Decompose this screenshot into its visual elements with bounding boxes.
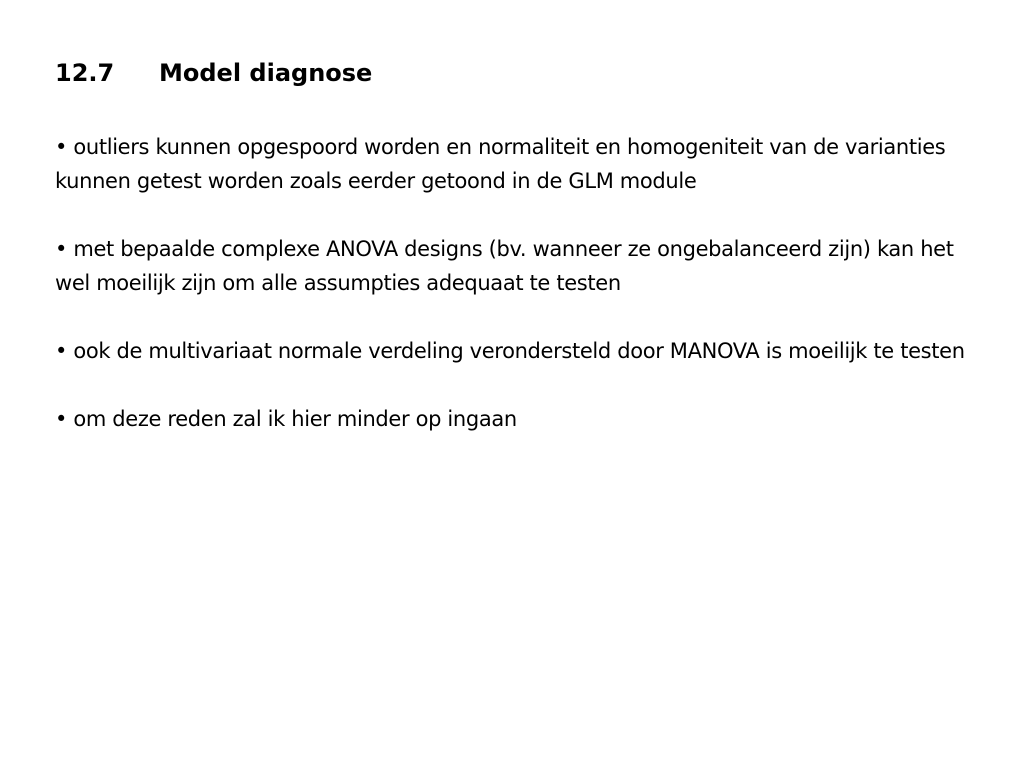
- section-number: 12.7: [55, 59, 115, 87]
- slide-heading: [55, 58, 372, 88]
- bullet-item: • outliers kunnen opgespoord worden en normaliteit en homogeniteit van de varianties kunnen getest worden zoals eerder getoond in de GLM module: [55, 135, 946, 193]
- bullet-item: • om deze reden zal ik hier minder op ingaan: [55, 407, 517, 431]
- bullet-list: [55, 130, 985, 470]
- bullet-item: • ook de multivariaat normale verdeling verondersteld door MANOVA is moeilijk te testen: [55, 339, 965, 363]
- bullet-item: • met bepaalde complexe ANOVA designs (bv. wanneer ze ongebalanceerd zijn) kan het wel moeilijk zijn om alle assumpties adequaat te testen: [55, 237, 954, 295]
- slide-title: Model diagnose: [159, 59, 373, 87]
